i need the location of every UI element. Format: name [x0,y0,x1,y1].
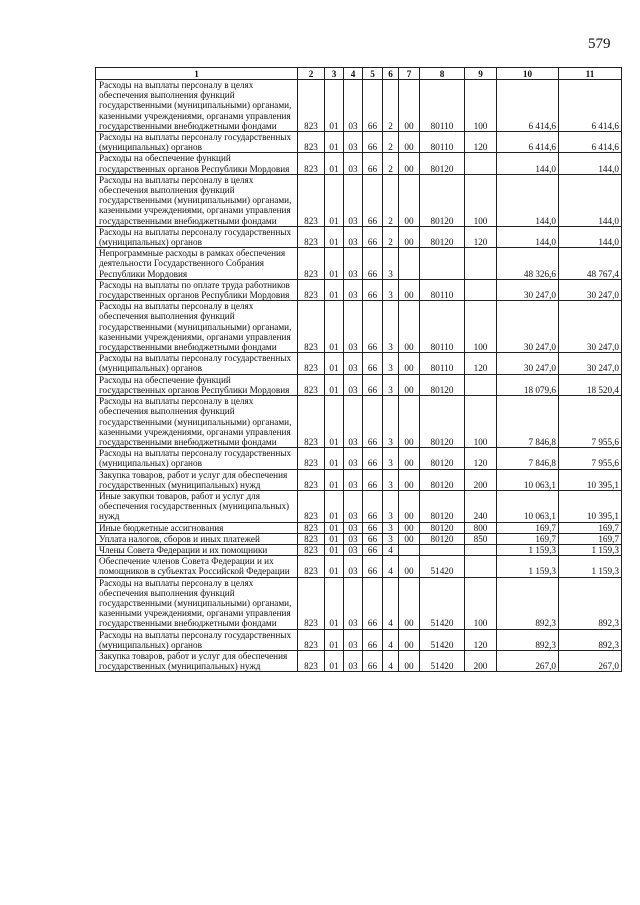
amount-year1-cell: 892,3 [497,629,559,650]
row-name-cell: Расходы на выплаты персоналу в целях обеспечения выполнения функций государственными (муниципальными) органами, казенными учреждениями, органами управления государственными внебюджетными фондами [96,396,298,448]
amount-year2-cell: 169,7 [559,533,622,544]
header-row [96,68,622,80]
expense-type-cell: 200 [465,469,497,490]
amount-year2-cell: 7 955,6 [559,396,622,448]
amount-year1-cell: 6 414,6 [497,80,559,132]
direction-code-cell: 00 [399,469,420,490]
row-name-cell: Расходы на выплаты персоналу в целях обеспечения выполнения функций государственными (муниципальными) органами, казенными учреждениями, органами управления государственными внебюджетными фондами [96,80,298,132]
ministry-code-cell: 823 [298,448,325,469]
expense-type-cell [465,153,497,174]
table-row [96,448,622,469]
article-code-cell: 80120 [420,448,465,469]
subprogram-code-cell: 3 [383,469,399,490]
expense-type-cell: 100 [465,577,497,629]
article-code-cell: 51420 [420,556,465,577]
article-code-cell: 80120 [420,174,465,226]
ministry-code-cell: 823 [298,522,325,533]
amount-year1-cell: 7 846,8 [497,396,559,448]
amount-year1-cell: 6 414,6 [497,132,559,153]
section-code-cell: 01 [325,226,344,247]
ministry-code-cell: 823 [298,469,325,490]
subprogram-code-cell: 3 [383,396,399,448]
row-name-cell: Закупка товаров, работ и услуг для обеспечения государственных (муниципальных) нужд [96,650,298,671]
ministry-code-cell: 823 [298,544,325,555]
subprogram-code-cell: 2 [383,226,399,247]
amount-year1-cell: 144,0 [497,174,559,226]
ministry-code-cell: 823 [298,556,325,577]
expense-type-cell: 800 [465,522,497,533]
amount-year2-cell: 1 159,3 [559,544,622,555]
amount-year2-cell: 10 395,1 [559,469,622,490]
row-name-cell: Иные закупки товаров, работ и услуг для обеспечения государственных (муниципальных) нужд [96,490,298,522]
article-code-cell: 80120 [420,469,465,490]
subprogram-code-cell: 4 [383,650,399,671]
section-code-cell: 01 [325,544,344,555]
subsection-code-cell: 03 [344,279,363,300]
budget-table [95,67,622,672]
program-code-cell: 66 [363,226,383,247]
amount-year1-cell: 30 247,0 [497,353,559,374]
program-code-cell: 66 [363,533,383,544]
column-header: 5 [363,68,383,80]
article-code-cell [420,248,465,280]
subsection-code-cell: 03 [344,132,363,153]
subsection-code-cell: 03 [344,80,363,132]
row-name-cell: Непрограммные расходы в рамках обеспечения деятельности Государственного Собрания Республики Мордовия [96,248,298,280]
row-name-cell: Иные бюджетные ассигнования [96,522,298,533]
section-code-cell: 01 [325,80,344,132]
section-code-cell: 01 [325,490,344,522]
amount-year1-cell: 10 063,1 [497,490,559,522]
row-name-cell: Расходы на выплаты персоналу в целях обеспечения выполнения функций государственными (муниципальными) органами, казенными учреждениями, органами управления государственными внебюджетными фондами [96,577,298,629]
section-code-cell: 01 [325,577,344,629]
table-row [96,132,622,153]
subprogram-code-cell: 3 [383,374,399,395]
amount-year2-cell: 10 395,1 [559,490,622,522]
subsection-code-cell: 03 [344,650,363,671]
ministry-code-cell: 823 [298,353,325,374]
row-name-cell: Закупка товаров, работ и услуг для обеспечения государственных (муниципальных) нужд [96,469,298,490]
expense-type-cell: 120 [465,448,497,469]
direction-code-cell: 00 [399,153,420,174]
row-name-cell: Уплата налогов, сборов и иных платежей [96,533,298,544]
table-row [96,577,622,629]
expense-type-cell: 120 [465,629,497,650]
amount-year1-cell: 30 247,0 [497,301,559,353]
amount-year2-cell: 7 955,6 [559,448,622,469]
amount-year2-cell: 6 414,6 [559,80,622,132]
program-code-cell: 66 [363,279,383,300]
expense-type-cell: 120 [465,226,497,247]
expense-type-cell: 100 [465,174,497,226]
article-code-cell: 80120 [420,226,465,247]
ministry-code-cell: 823 [298,490,325,522]
program-code-cell: 66 [363,132,383,153]
expense-type-cell: 100 [465,396,497,448]
expense-type-cell: 200 [465,650,497,671]
article-code-cell: 51420 [420,650,465,671]
section-code-cell: 01 [325,448,344,469]
row-name-cell: Расходы на выплаты персоналу государственных (муниципальных) органов [96,132,298,153]
ministry-code-cell: 823 [298,279,325,300]
table-row [96,153,622,174]
program-code-cell: 66 [363,556,383,577]
direction-code-cell: 00 [399,353,420,374]
section-code-cell: 01 [325,522,344,533]
section-code-cell: 01 [325,374,344,395]
page-number: 579 [588,36,611,52]
subprogram-code-cell: 2 [383,174,399,226]
table-row [96,522,622,533]
column-header: 2 [298,68,325,80]
table-row [96,629,622,650]
table-row [96,353,622,374]
row-name-cell: Обеспечение членов Совета Федерации и их помощников в субъектах Российской Федерации [96,556,298,577]
table-row [96,374,622,395]
subsection-code-cell: 03 [344,248,363,280]
subprogram-code-cell: 3 [383,522,399,533]
subprogram-code-cell: 4 [383,629,399,650]
row-name-cell: Расходы на обеспечение функций государственных органов Республики Мордовия [96,153,298,174]
subprogram-code-cell: 2 [383,132,399,153]
program-code-cell: 66 [363,80,383,132]
ministry-code-cell: 823 [298,650,325,671]
section-code-cell: 01 [325,556,344,577]
subprogram-code-cell: 2 [383,153,399,174]
row-name-cell: Расходы на выплаты персоналу государственных (муниципальных) органов [96,448,298,469]
table-row [96,490,622,522]
column-header: 10 [497,68,559,80]
direction-code-cell: 00 [399,448,420,469]
program-code-cell: 66 [363,396,383,448]
article-code-cell: 80110 [420,279,465,300]
table-row [96,174,622,226]
direction-code-cell [399,544,420,555]
program-code-cell: 66 [363,544,383,555]
subsection-code-cell: 03 [344,174,363,226]
row-name-cell: Расходы на выплаты по оплате труда работников государственных органов Республики Мордовия [96,279,298,300]
article-code-cell: 80110 [420,80,465,132]
amount-year2-cell: 144,0 [559,153,622,174]
program-code-cell: 66 [363,248,383,280]
subprogram-code-cell: 3 [383,448,399,469]
subsection-code-cell: 03 [344,522,363,533]
expense-type-cell: 240 [465,490,497,522]
amount-year2-cell: 144,0 [559,226,622,247]
table-row [96,533,622,544]
program-code-cell: 66 [363,301,383,353]
article-code-cell [420,544,465,555]
expense-type-cell [465,544,497,555]
direction-code-cell: 00 [399,650,420,671]
amount-year1-cell: 7 846,8 [497,448,559,469]
expense-type-cell: 100 [465,80,497,132]
row-name-cell: Члены Совета Федерации и их помощники [96,544,298,555]
expense-type-cell [465,556,497,577]
program-code-cell: 66 [363,629,383,650]
direction-code-cell: 00 [399,396,420,448]
article-code-cell: 80110 [420,301,465,353]
direction-code-cell: 00 [399,374,420,395]
section-code-cell: 01 [325,132,344,153]
amount-year2-cell: 1 159,3 [559,556,622,577]
ministry-code-cell: 823 [298,533,325,544]
program-code-cell: 66 [363,174,383,226]
row-name-cell: Расходы на выплаты персоналу государственных (муниципальных) органов [96,629,298,650]
row-name-cell: Расходы на выплаты персоналу в целях обеспечения выполнения функций государственными (муниципальными) органами, казенными учреждениями, органами управления государственными внебюджетными фондами [96,174,298,226]
direction-code-cell: 00 [399,80,420,132]
article-code-cell: 80110 [420,132,465,153]
direction-code-cell: 00 [399,226,420,247]
table-row [96,556,622,577]
subsection-code-cell: 03 [344,226,363,247]
ministry-code-cell: 823 [298,153,325,174]
table-row [96,301,622,353]
program-code-cell: 66 [363,353,383,374]
column-header: 1 [96,68,298,80]
table-row [96,650,622,671]
subsection-code-cell: 03 [344,533,363,544]
subprogram-code-cell: 3 [383,490,399,522]
section-code-cell: 01 [325,174,344,226]
amount-year2-cell: 30 247,0 [559,301,622,353]
direction-code-cell: 00 [399,556,420,577]
direction-code-cell: 00 [399,522,420,533]
direction-code-cell: 00 [399,279,420,300]
section-code-cell: 01 [325,533,344,544]
amount-year2-cell: 18 520,4 [559,374,622,395]
table-row [96,469,622,490]
amount-year1-cell: 48 326,6 [497,248,559,280]
ministry-code-cell: 823 [298,132,325,153]
section-code-cell: 01 [325,153,344,174]
subsection-code-cell: 03 [344,544,363,555]
amount-year2-cell: 267,0 [559,650,622,671]
program-code-cell: 66 [363,577,383,629]
ministry-code-cell: 823 [298,396,325,448]
amount-year1-cell: 144,0 [497,226,559,247]
article-code-cell: 51420 [420,577,465,629]
ministry-code-cell: 823 [298,226,325,247]
subsection-code-cell: 03 [344,577,363,629]
direction-code-cell: 00 [399,490,420,522]
column-header: 11 [559,68,622,80]
subprogram-code-cell: 3 [383,248,399,280]
ministry-code-cell: 823 [298,629,325,650]
direction-code-cell: 00 [399,577,420,629]
row-name-cell: Расходы на выплаты персоналу в целях обеспечения выполнения функций государственными (муниципальными) органами, казенными учреждениями, органами управления государственными внебюджетными фондами [96,301,298,353]
ministry-code-cell: 823 [298,301,325,353]
direction-code-cell: 00 [399,174,420,226]
ministry-code-cell: 823 [298,577,325,629]
column-header: 4 [344,68,363,80]
subsection-code-cell: 03 [344,490,363,522]
table-row [96,396,622,448]
amount-year1-cell: 144,0 [497,153,559,174]
table-row [96,279,622,300]
expense-type-cell: 100 [465,301,497,353]
amount-year2-cell: 30 247,0 [559,353,622,374]
amount-year1-cell: 18 079,6 [497,374,559,395]
article-code-cell: 80120 [420,153,465,174]
expense-type-cell: 120 [465,353,497,374]
subprogram-code-cell: 2 [383,80,399,132]
expense-type-cell [465,248,497,280]
subsection-code-cell: 03 [344,374,363,395]
subsection-code-cell: 03 [344,153,363,174]
amount-year1-cell: 1 159,3 [497,556,559,577]
program-code-cell: 66 [363,490,383,522]
amount-year2-cell: 30 247,0 [559,279,622,300]
subsection-code-cell: 03 [344,556,363,577]
subprogram-code-cell: 4 [383,556,399,577]
ministry-code-cell: 823 [298,374,325,395]
section-code-cell: 01 [325,248,344,280]
ministry-code-cell: 823 [298,80,325,132]
article-code-cell: 80110 [420,353,465,374]
amount-year2-cell: 169,7 [559,522,622,533]
direction-code-cell: 00 [399,132,420,153]
direction-code-cell [399,248,420,280]
expense-type-cell [465,279,497,300]
section-code-cell: 01 [325,396,344,448]
table-row [96,80,622,132]
section-code-cell: 01 [325,650,344,671]
subsection-code-cell: 03 [344,353,363,374]
amount-year1-cell: 267,0 [497,650,559,671]
direction-code-cell: 00 [399,533,420,544]
amount-year1-cell: 10 063,1 [497,469,559,490]
program-code-cell: 66 [363,650,383,671]
row-name-cell: Расходы на обеспечение функций государственных органов Республики Мордовия [96,374,298,395]
subsection-code-cell: 03 [344,448,363,469]
amount-year1-cell: 1 159,3 [497,544,559,555]
article-code-cell: 80120 [420,374,465,395]
article-code-cell: 80120 [420,522,465,533]
subsection-code-cell: 03 [344,396,363,448]
amount-year2-cell: 892,3 [559,577,622,629]
section-code-cell: 01 [325,279,344,300]
subsection-code-cell: 03 [344,629,363,650]
program-code-cell: 66 [363,448,383,469]
subprogram-code-cell: 4 [383,544,399,555]
program-code-cell: 66 [363,522,383,533]
amount-year2-cell: 48 767,4 [559,248,622,280]
direction-code-cell: 00 [399,301,420,353]
subsection-code-cell: 03 [344,301,363,353]
article-code-cell: 80120 [420,396,465,448]
amount-year1-cell: 169,7 [497,522,559,533]
row-name-cell: Расходы на выплаты персоналу государственных (муниципальных) органов [96,226,298,247]
subprogram-code-cell: 3 [383,301,399,353]
expense-type-cell: 120 [465,132,497,153]
subprogram-code-cell: 4 [383,577,399,629]
expense-type-cell: 850 [465,533,497,544]
column-header: 3 [325,68,344,80]
amount-year1-cell: 30 247,0 [497,279,559,300]
amount-year2-cell: 144,0 [559,174,622,226]
section-code-cell: 01 [325,353,344,374]
amount-year2-cell: 892,3 [559,629,622,650]
row-name-cell: Расходы на выплаты персоналу государственных (муниципальных) органов [96,353,298,374]
section-code-cell: 01 [325,469,344,490]
column-header: 8 [420,68,465,80]
program-code-cell: 66 [363,153,383,174]
table-row [96,248,622,280]
amount-year1-cell: 169,7 [497,533,559,544]
ministry-code-cell: 823 [298,248,325,280]
column-header: 6 [383,68,399,80]
program-code-cell: 66 [363,374,383,395]
program-code-cell: 66 [363,469,383,490]
subprogram-code-cell: 3 [383,533,399,544]
ministry-code-cell: 823 [298,174,325,226]
amount-year2-cell: 6 414,6 [559,132,622,153]
section-code-cell: 01 [325,301,344,353]
subprogram-code-cell: 3 [383,279,399,300]
section-code-cell: 01 [325,629,344,650]
expense-type-cell [465,374,497,395]
article-code-cell: 80120 [420,490,465,522]
table-row [96,226,622,247]
subprogram-code-cell: 3 [383,353,399,374]
subsection-code-cell: 03 [344,469,363,490]
table-row [96,544,622,555]
amount-year1-cell: 892,3 [497,577,559,629]
column-header: 9 [465,68,497,80]
direction-code-cell: 00 [399,629,420,650]
article-code-cell: 80120 [420,533,465,544]
article-code-cell: 51420 [420,629,465,650]
column-header: 7 [399,68,420,80]
